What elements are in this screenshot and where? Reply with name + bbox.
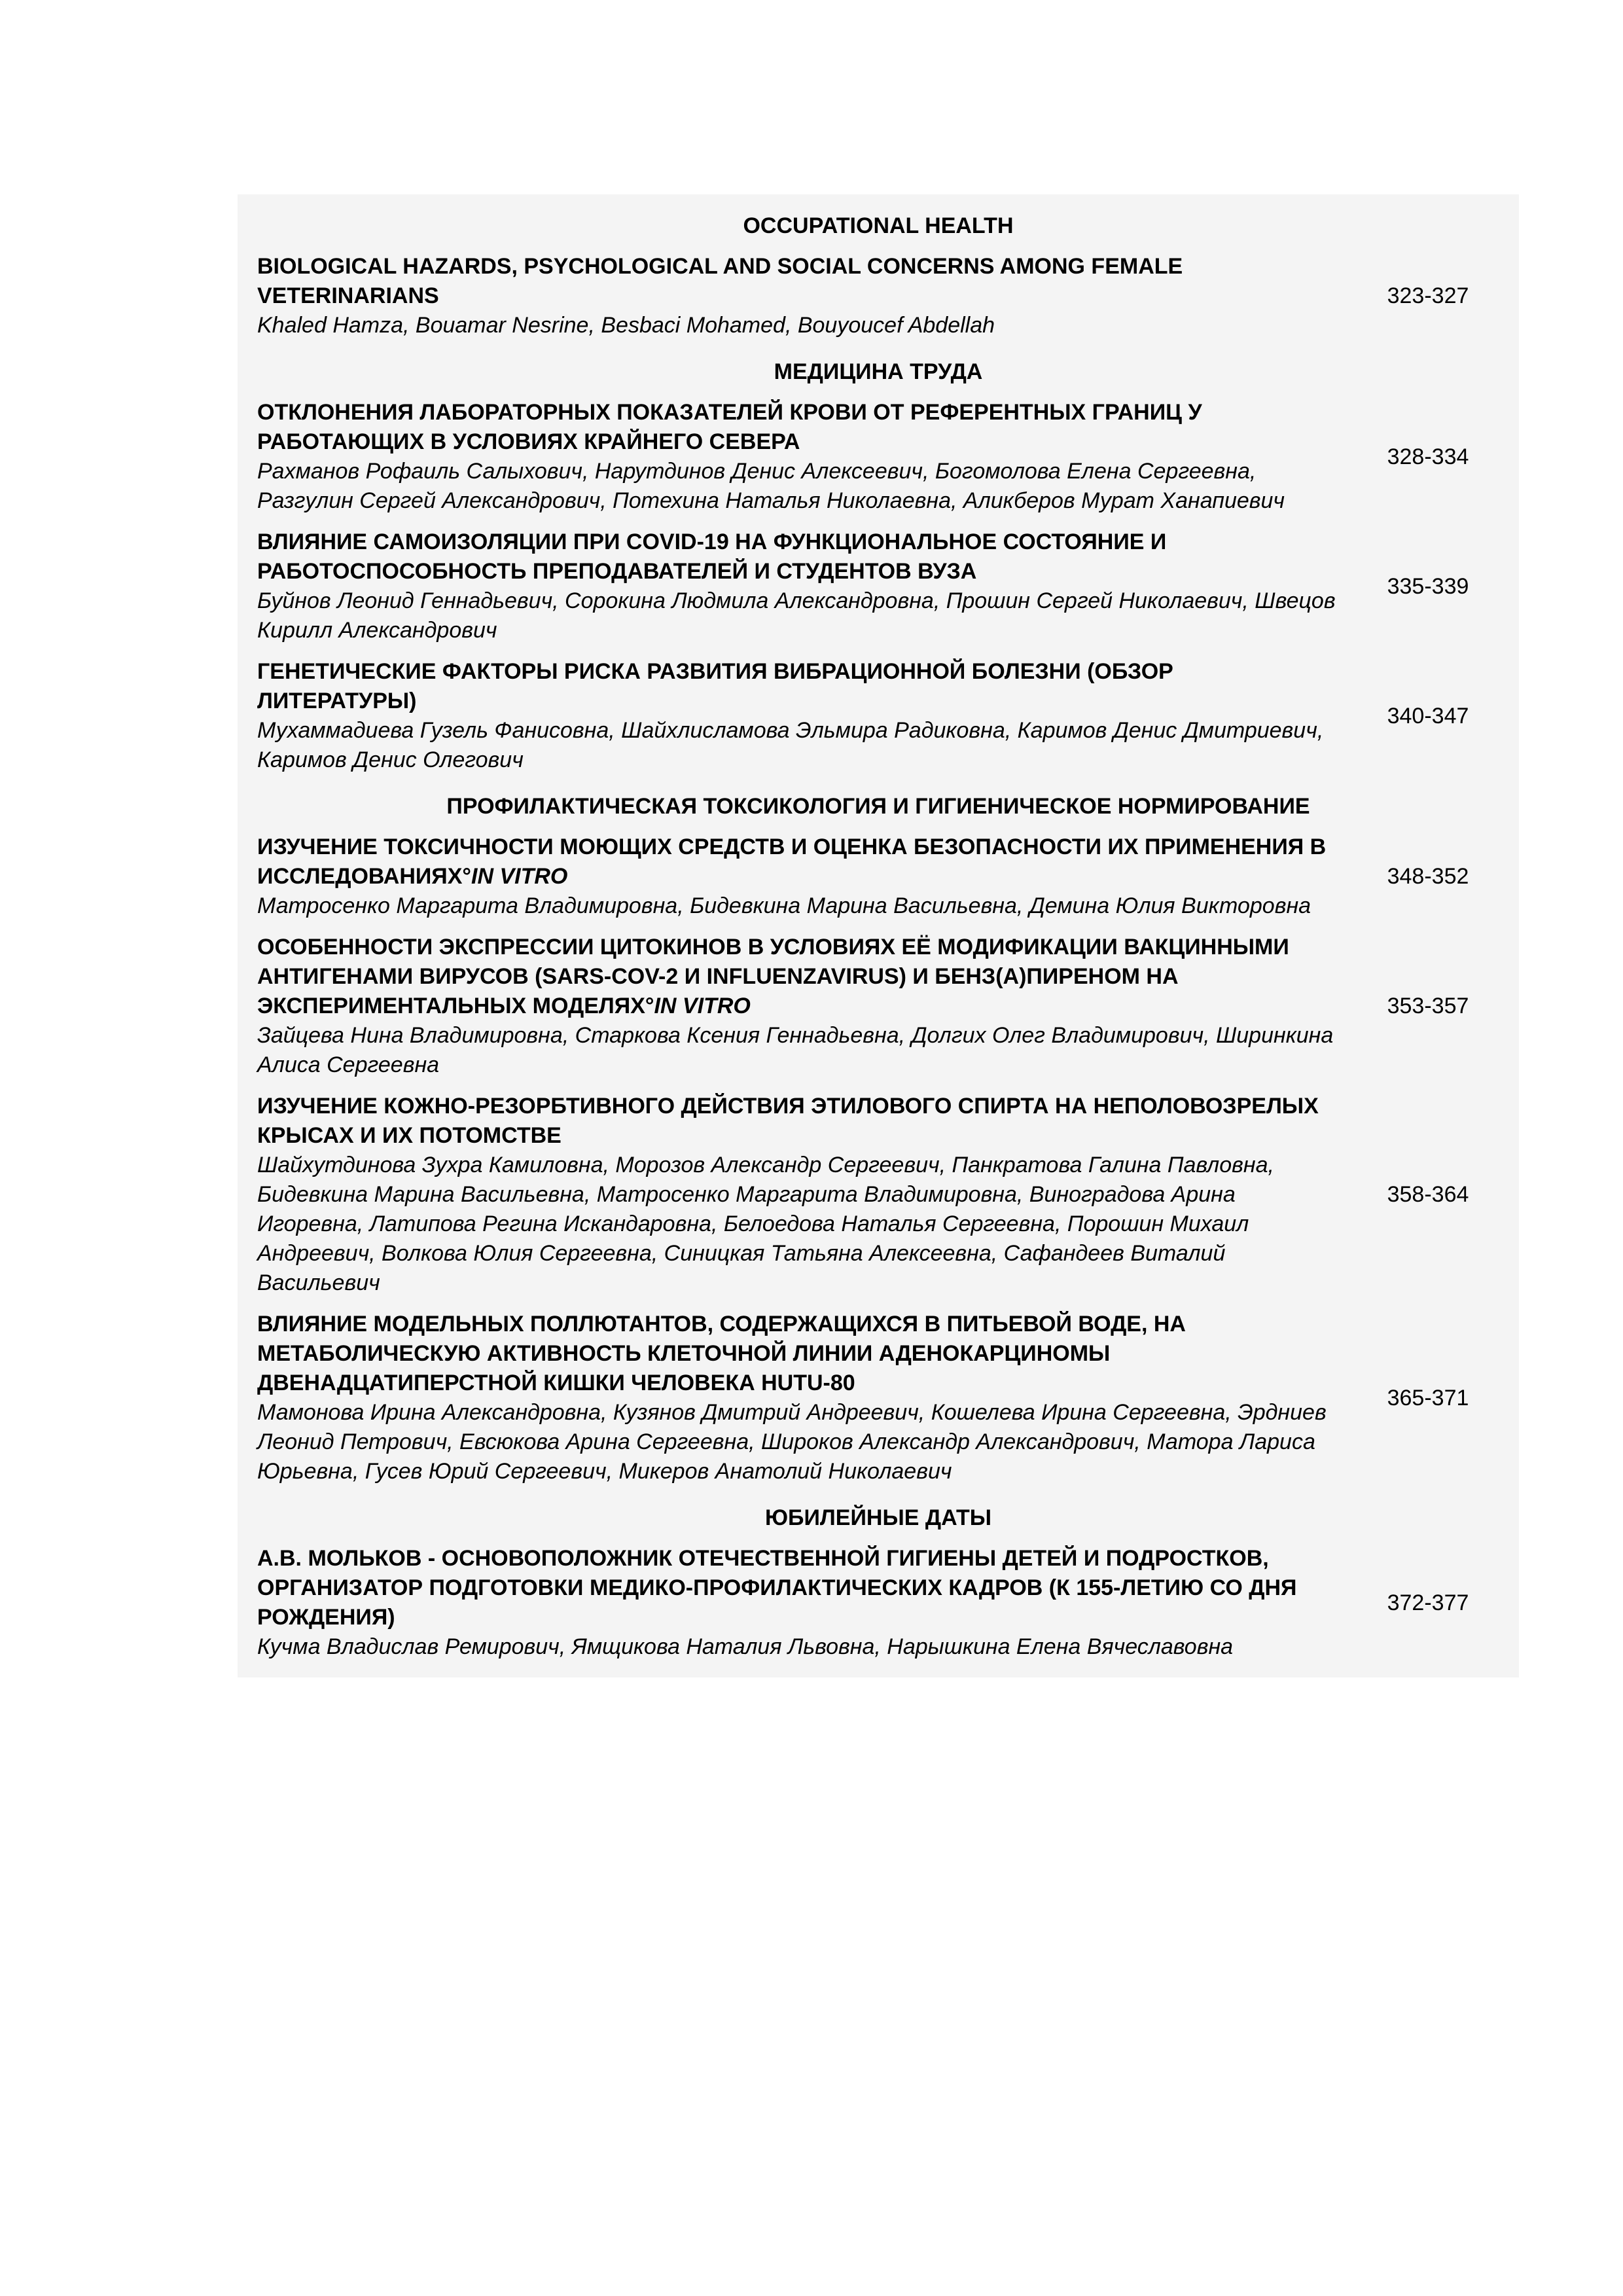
article-title: BIOLOGICAL HAZARDS, PSYCHOLOGICAL AND SOCIAL CONCERNS AMONG FEMALE VETERINARIANS — [257, 254, 1183, 308]
title-italic-term: IN VITRO — [654, 994, 751, 1018]
entry-text — [238, 252, 1337, 340]
article-authors: Зайцева Нина Владимировна, Старкова Ксения Геннадьевна, Долгих Олег Владимирович, Ширинкина Алиса Сергеевна — [257, 1023, 1334, 1077]
section-heading: МЕДИЦИНА ТРУДА — [774, 359, 983, 384]
title-italic-term: IN VITRO — [471, 864, 568, 889]
page-range: 348-352 — [1387, 864, 1469, 889]
page-range: 340-347 — [1387, 703, 1469, 728]
page-range: 372-377 — [1387, 1590, 1469, 1615]
article-title: ГЕНЕТИЧЕСКИЕ ФАКТОРЫ РИСКА РАЗВИТИЯ ВИБРАЦИОННОЙ БОЛЕЗНИ (ОБЗОР ЛИТЕРАТУРЫ) — [257, 659, 1173, 713]
entry-text — [238, 657, 1337, 775]
page-range: 358-364 — [1387, 1182, 1469, 1207]
toc-section — [238, 202, 1519, 348]
article-authors: Khaled Hamza, Bouamar Nesrine, Besbaci Mohamed, Bouyoucef Abdellah — [257, 313, 995, 338]
page-range: 328-334 — [1387, 444, 1469, 469]
entry-text — [238, 1092, 1337, 1298]
article-title: А.В. МОЛЬКОВ - ОСНОВОПОЛОЖНИК ОТЕЧЕСТВЕННОЙ ГИГИЕНЫ ДЕТЕЙ И ПОДРОСТКОВ, ОРГАНИЗАТОР ПОДГОТОВКИ МЕДИКО-ПРОФИЛАКТИЧЕСКИХ КАДРОВ (К 155-ЛЕТИЮ СО ДНЯ РОЖДЕНИЯ) — [257, 1546, 1297, 1630]
article-title: ИЗУЧЕНИЕ ТОКСИЧНОСТИ МОЮЩИХ СРЕДСТВ И ОЦЕНКА БЕЗОПАСНОСТИ ИХ ПРИМЕНЕНИЯ В ИССЛЕДОВАНИЯХ°IN VITRO — [257, 834, 1327, 889]
article-authors: Мухаммадиева Гузель Фанисовна, Шайхлисламова Эльмира Радиковна, Каримов Денис Дмитриевич, Каримов Денис Олегович — [257, 718, 1324, 772]
entry-text — [238, 833, 1337, 921]
article-title: ВЛИЯНИЕ МОДЕЛЬНЫХ ПОЛЛЮТАНТОВ, СОДЕРЖАЩИХСЯ В ПИТЬЕВОЙ ВОДЕ, НА МЕТАБОЛИЧЕСКУЮ АКТИВНОСТЬ КЛЕТОЧНОЙ ЛИНИИ АДЕНОКАРЦИНОМЫ ДВЕНАДЦАТИПЕРСТНОЙ КИШКИ ЧЕЛОВЕКА HUTU-80 — [257, 1312, 1186, 1395]
article-title: ОСОБЕННОСТИ ЭКСПРЕССИИ ЦИТОКИНОВ В УСЛОВИЯХ ЕЁ МОДИФИКАЦИИ ВАКЦИННЫМИ АНТИГЕНАМИ ВИРУСОВ (SARS-COV-2 И INFLUENZAVIRUS) И БЕНЗ(А)ПИРЕНОМ НА ЭКСПЕРИМЕНТАЛЬНЫХ МОДЕЛЯХ°IN VITRO — [257, 935, 1289, 1018]
section-heading: ПРОФИЛАКТИЧЕСКАЯ ТОКСИКОЛОГИЯ И ГИГИЕНИЧЕСКОЕ НОРМИРОВАНИЕ — [446, 794, 1310, 819]
toc-section — [238, 1494, 1519, 1670]
toc-entry — [238, 829, 1519, 929]
article-authors: Рахманов Рофаиль Салыхович, Нарутдинов Денис Алексеевич, Богомолова Елена Сергеевна, Разгулин Сергей Александрович, Потехина Наталья Николаевна, Аликберов Мурат Ханапиевич — [257, 459, 1285, 513]
toc-section — [238, 783, 1519, 1494]
article-authors: Кучма Владислав Ремирович, Ямщикова Наталия Львовна, Нарышкина Елена Вячеславовна — [257, 1634, 1234, 1659]
page-range: 323-327 — [1387, 283, 1469, 308]
table-of-contents — [238, 194, 1519, 1677]
toc-entry — [238, 929, 1519, 1088]
article-authors: Мамонова Ирина Александровна, Кузянов Дмитрий Андреевич, Кошелева Ирина Сергеевна, Эрдниев Леонид Петрович, Евсюкова Арина Сергеевна, Широков Александр Александрович, Матора Лариса Юрьевна, Гусев Юрий Сергеевич, Микеров Анатолий Николаевич — [257, 1400, 1327, 1484]
toc-entry — [238, 524, 1519, 653]
toc-entry — [238, 653, 1519, 783]
page-range: 335-339 — [1387, 573, 1469, 599]
article-authors: Буйнов Леонид Геннадьевич, Сорокина Людмила Александровна, Прошин Сергей Николаевич, Швецов Кирилл Александрович — [257, 588, 1336, 643]
entry-text — [238, 398, 1337, 516]
page-range: 353-357 — [1387, 994, 1469, 1018]
toc-entry — [238, 1306, 1519, 1494]
article-title: ИЗУЧЕНИЕ КОЖНО-РЕЗОРБТИВНОГО ДЕЙСТВИЯ ЭТИЛОВОГО СПИРТА НА НЕПОЛОВОЗРЕЛЫХ КРЫСАХ И ИХ ПОТОМСТВЕ — [257, 1094, 1319, 1148]
toc-entry — [238, 1088, 1519, 1306]
toc-section — [238, 348, 1519, 783]
section-heading: ЮБИЛЕЙНЫЕ ДАТЫ — [764, 1505, 991, 1530]
entry-text — [238, 933, 1337, 1080]
entry-text — [238, 1544, 1337, 1662]
entry-text — [238, 1310, 1337, 1486]
article-authors: Шайхутдинова Зухра Камиловна, Морозов Александр Сергеевич, Панкратова Галина Павловна, Бидевкина Марина Васильевна, Матросенко Маргарита Владимировна, Виноградова Арина Игоревна, Латипова Регина Искандаровна, Белоедова Наталья Сергеевна, Порошин Михаил Андреевич, Волкова Юлия Сергеевна, Синицкая Татьяна Алексеевна, Сафандеев Виталий Васильевич — [257, 1153, 1274, 1295]
article-authors: Матросенко Маргарита Владимировна, Бидевкина Марина Васильевна, Демина Юлия Викторовна — [257, 893, 1311, 918]
article-title: ОТКЛОНЕНИЯ ЛАБОРАТОРНЫХ ПОКАЗАТЕЛЕЙ КРОВИ ОТ РЕФЕРЕНТНЫХ ГРАНИЦ У РАБОТАЮЩИХ В УСЛОВИЯХ КРАЙНЕГО СЕВЕРА — [257, 400, 1202, 454]
page-range: 365-371 — [1387, 1385, 1469, 1410]
toc-entry — [238, 1540, 1519, 1670]
entry-text — [238, 528, 1337, 645]
section-heading: OCCUPATIONAL HEALTH — [743, 213, 1014, 238]
article-title: ВЛИЯНИЕ САМОИЗОЛЯЦИИ ПРИ COVID-19 НА ФУНКЦИОНАЛЬНОЕ СОСТОЯНИЕ И РАБОТОСПОСОБНОСТЬ ПРЕПОДАВАТЕЛЕЙ И СТУДЕНТОВ ВУЗА — [257, 529, 1167, 584]
toc-entry — [238, 394, 1519, 524]
toc-entry — [238, 248, 1519, 348]
